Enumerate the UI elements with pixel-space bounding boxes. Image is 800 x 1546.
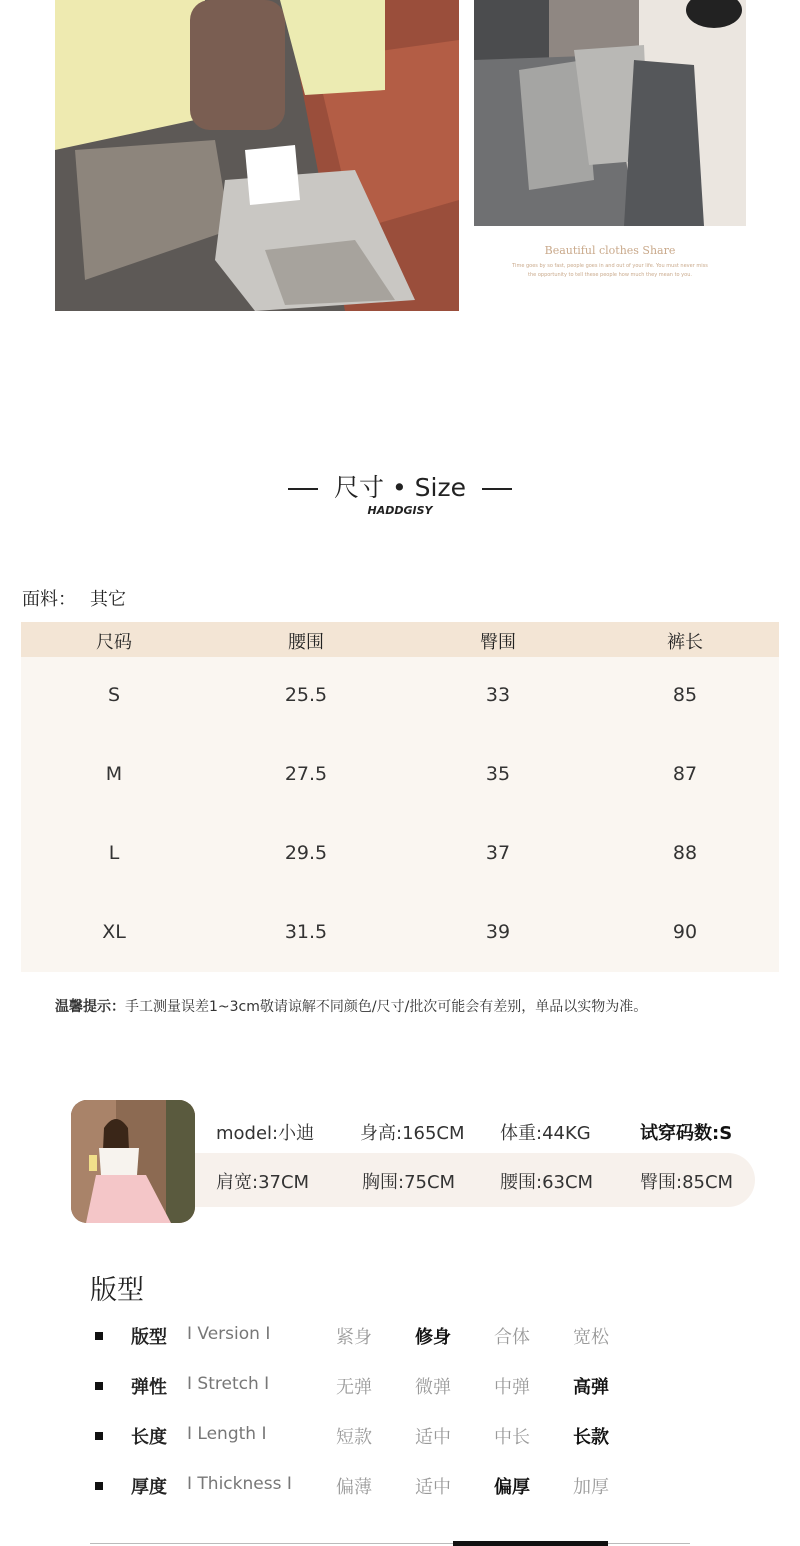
bullet-icon [95,1382,103,1390]
fit-option: 短款 [336,1427,372,1448]
cell-size: S [107,684,121,706]
share-title: Beautiful clothes Share [544,244,676,257]
cell-waist: 25.5 [284,684,328,706]
product-photo-shoes [55,0,459,311]
size-table [21,622,779,972]
fit-option-selected: 偏厚 [494,1477,530,1498]
fit-section-title: 版型 [90,1275,144,1306]
cell-hip: 35 [485,763,511,785]
fit-label: 版型 [131,1327,167,1348]
bullet-icon [95,1482,103,1490]
cell-length: 85 [672,684,698,706]
cell-length: 88 [672,842,698,864]
fit-row-thickness [95,1473,695,1503]
bottom-divider-accent [453,1541,608,1546]
shoes-photo-illustration [55,0,459,311]
cell-size: M [105,763,123,785]
fit-option-selected: 修身 [415,1327,451,1348]
bullet-icon [95,1432,103,1440]
fit-row-version [95,1323,695,1353]
model-hip: 臀围:85CM [640,1172,734,1193]
model-photo-illustration [71,1100,195,1223]
fit-label-en: I Thickness I [187,1474,292,1494]
tip-label: 温馨提示： [55,999,125,1015]
fit-option: 合体 [494,1327,530,1348]
fit-label-en: I Length I [187,1424,267,1444]
fit-label: 长度 [131,1427,167,1448]
product-photo-leggings [474,0,746,226]
leggings-photo-illustration [474,0,746,226]
fit-option: 适中 [415,1427,451,1448]
tip-text: 手工测量误差1~3cm敬请谅解不同颜色/尺寸/批次可能会有差别，单品以实物为准。 [125,999,648,1015]
model-weight: 体重:44KG [500,1123,591,1144]
cell-size: L [108,842,120,864]
fit-option: 紧身 [336,1327,372,1348]
model-photo [71,1100,195,1223]
fit-label: 弹性 [131,1377,167,1398]
fit-option: 中弹 [494,1377,530,1398]
fit-option-selected: 长款 [573,1427,609,1448]
fit-option: 中长 [494,1427,530,1448]
fit-option: 偏薄 [336,1477,372,1498]
model-waist: 腰围:63CM [500,1172,594,1193]
cell-waist: 29.5 [284,842,328,864]
fit-option: 微弹 [415,1377,451,1398]
size-section-subtitle: HADDGISY [367,504,433,517]
size-table-header [21,622,779,657]
measurement-tip [55,996,647,1016]
bullet-icon [95,1332,103,1340]
cell-waist: 27.5 [284,763,328,785]
fit-row-length [95,1423,695,1453]
model-name: model:小迪 [216,1123,315,1144]
size-title-text: 尺寸 • Size [334,473,466,502]
cell-hip: 37 [485,842,511,864]
fit-option: 加厚 [573,1477,609,1498]
fabric-info [22,585,140,611]
fit-label-en: I Stretch I [187,1374,270,1394]
cell-length: 87 [672,763,698,785]
header-hip: 臀围 [480,632,516,653]
fit-option: 宽松 [573,1327,609,1348]
header-size: 尺码 [96,632,132,653]
fit-option: 无弹 [336,1377,372,1398]
cell-waist: 31.5 [284,921,328,943]
cell-size: XL [102,921,126,943]
header-waist: 腰围 [288,632,324,653]
title-dash-left [288,488,318,490]
fit-label-en: I Version I [187,1324,271,1344]
fabric-value: 其它 [90,589,126,610]
fit-option: 适中 [415,1477,451,1498]
cell-hip: 39 [485,921,511,943]
fit-label: 厚度 [131,1477,167,1498]
fit-row-stretch [95,1373,695,1403]
header-length: 裤长 [667,632,703,653]
model-height: 身高:165CM [360,1123,465,1144]
cell-length: 90 [672,921,698,943]
fit-option-selected: 高弹 [573,1377,609,1398]
size-section-title [0,468,800,504]
fabric-label: 面料： [22,589,76,610]
model-shoulder: 肩宽:37CM [216,1172,310,1193]
cell-hip: 33 [485,684,511,706]
title-dash-right [482,488,512,490]
model-try-size: 试穿码数:S [640,1123,733,1144]
share-subtitle: Time goes by so fast, people goes in and out of your life. You must never miss the opportunity to tell these people how much they mean to you. [512,263,708,278]
model-chest: 胸围:75CM [362,1172,456,1193]
